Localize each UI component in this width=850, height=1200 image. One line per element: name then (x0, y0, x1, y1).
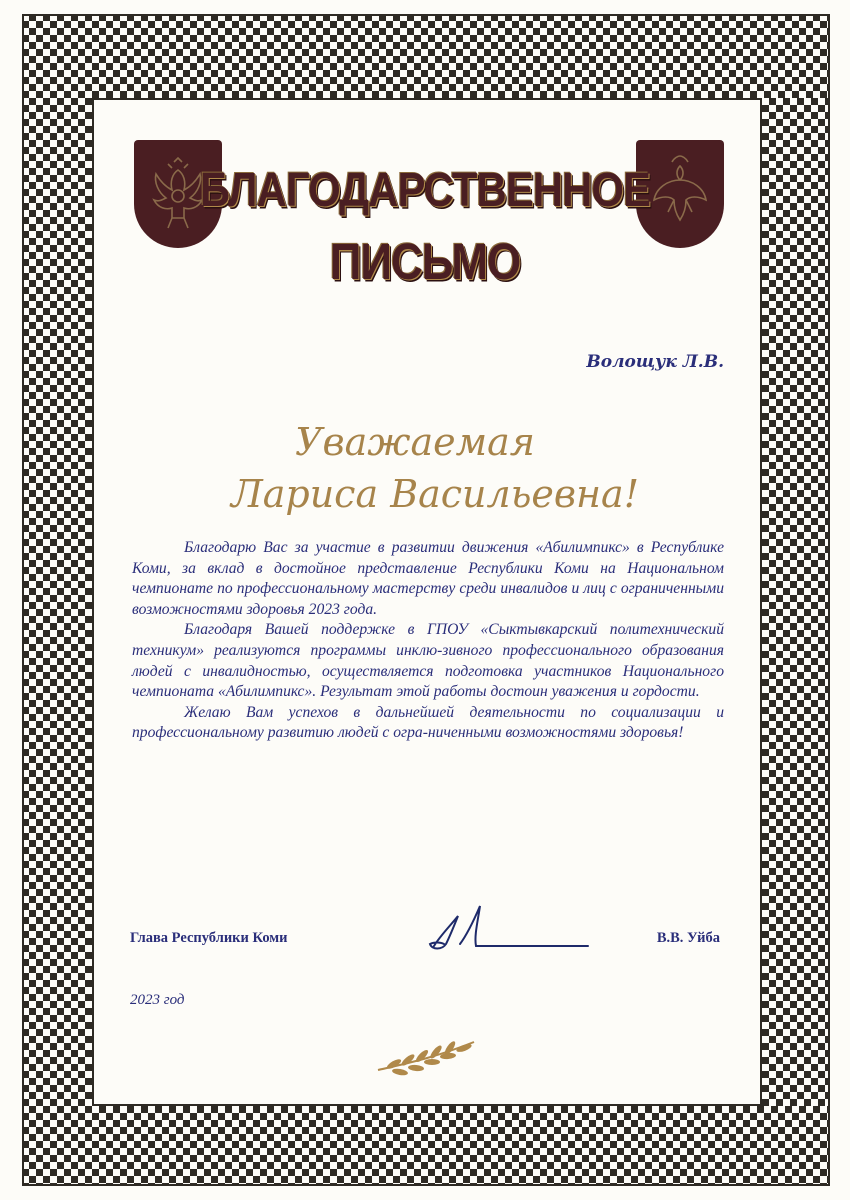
salutation-line2: Лариса Васильевна! (231, 472, 639, 516)
title-line2: ПИСЬМО (329, 234, 521, 291)
signatory-position: Глава Республики Коми (130, 930, 288, 946)
signatory-name: В.В. Уйба (656, 930, 720, 946)
recipient-name: Волощук Л.В. (586, 352, 724, 372)
title-line1: БЛАГОДАРСТВЕННОЕ (199, 162, 651, 217)
salutation-line1: Уважаемая (295, 420, 535, 464)
paragraph: Благодаря Вашей поддержке в ГПОУ «Сыктывкарский политехнический техникум» реализуются программы инклю-зивного профессионального образования людей с инвалидностью, осуществляется подготовка участников Национального чемпионата «Абилимпикс». Результат этой работы достоин уважения и гордости. (132, 621, 724, 701)
letter-body (132, 538, 724, 744)
paragraph: Благодарю Вас за участие в развитии движения «Абилимпикс» в Республике Коми, за вклад в достойное представление Республики Коми на Национальном чемпионате по профессиональному мастерству среди инвалидов и лиц с ограниченными возможностями здоровья 2023 года. (132, 539, 724, 618)
signature-icon (420, 896, 590, 960)
paragraph: Желаю Вам успехов в дальнейшей деятельности по социализации и профессиональному развитию людей с огра-ниченными возможностями здоровья! (132, 703, 724, 742)
laurel-branch-icon (374, 1036, 478, 1080)
year-label: 2023 год (130, 992, 185, 1008)
